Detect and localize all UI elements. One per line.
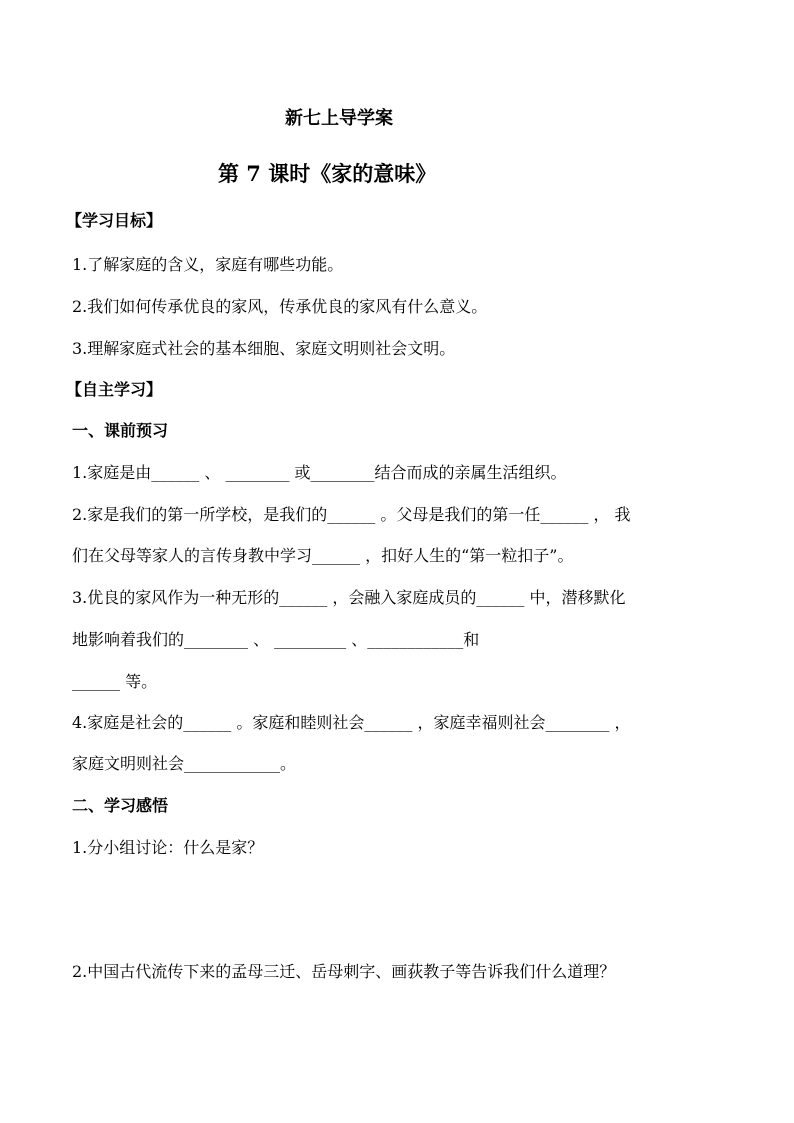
preview-line-2: 2.家是我们的第一所学校，是我们的______ 。父母是我们的第一任______ ， 我 bbox=[72, 505, 631, 524]
goals-heading: 【学习目标】 bbox=[66, 211, 163, 230]
reflection-question-2: 2.中国古代流传下来的孟母三迁、岳母刺字、画荻教子等告诉我们什么道理？ bbox=[72, 962, 616, 981]
reflection-question-1: 1.分小组讨论：什么是家？ bbox=[72, 838, 264, 857]
preview-line-4: 3.优良的家风作为一种无形的______ ，会融入家庭成员的______ 中，潜移默化 bbox=[72, 588, 626, 607]
lesson-title: 第 7 课时《家的意味》 bbox=[218, 161, 437, 186]
preview-line-6: ______ 等。 bbox=[72, 672, 158, 691]
preview-heading: 一、课前预习 bbox=[72, 421, 169, 440]
preview-line-8: 家庭文明则社会____________。 bbox=[72, 754, 297, 773]
preview-line-1: 1.家庭是由______ 、 ________ 或________结合而成的亲属生活组织。 bbox=[72, 463, 567, 482]
preview-line-3: 们在父母等家人的言传身教中学习______ ，扣好人生的“第一粒扣子”。 bbox=[72, 546, 574, 565]
goal-item-1: 1.了解家庭的含义，家庭有哪些功能。 bbox=[72, 255, 344, 274]
goal-item-3: 3.理解家庭式社会的基本细胞、家庭文明则社会文明。 bbox=[72, 339, 456, 358]
goal-item-2: 2.我们如何传承优良的家风，传承优良的家风有什么意义。 bbox=[72, 297, 488, 316]
preview-line-7: 4.家庭是社会的______ 。家庭和睦则社会______ ，家庭幸福则社会________ ， bbox=[72, 713, 631, 732]
document-title: 新七上导学案 bbox=[285, 108, 393, 129]
preview-line-5: 地影响着我们的________ 、 _________ 、____________和 bbox=[72, 630, 480, 649]
self-study-heading: 【自主学习】 bbox=[66, 380, 163, 399]
reflection-heading: 二、学习感悟 bbox=[72, 796, 169, 815]
